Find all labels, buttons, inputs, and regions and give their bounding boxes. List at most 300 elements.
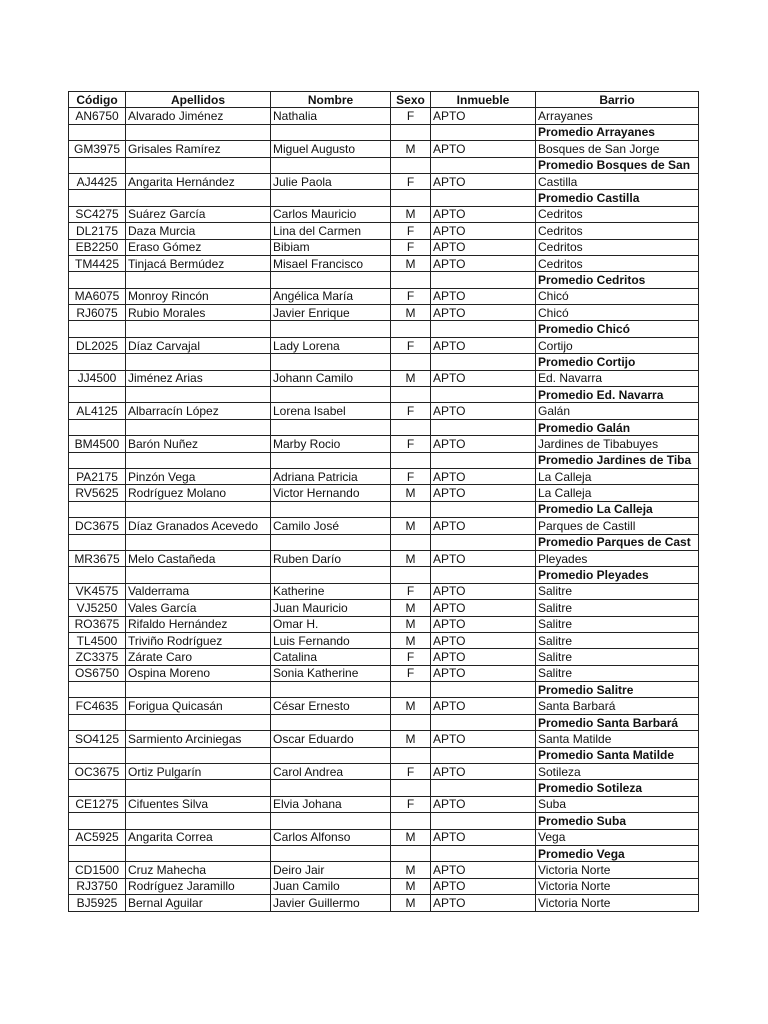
cell-sexo[interactable] [391,452,431,468]
cell-sexo[interactable] [391,419,431,435]
cell-barrio[interactable]: Salitre [536,649,699,665]
cell-apellidos[interactable]: Eraso Gómez [126,239,271,255]
cell-nombre[interactable]: Bibiam [271,239,391,255]
cell-apellidos[interactable]: Albarracín López [126,403,271,419]
cell-inmueble[interactable]: APTO [431,616,536,632]
cell-codigo[interactable] [69,501,126,517]
cell-nombre[interactable]: Elvia Johana [271,796,391,812]
cell-codigo[interactable]: OC3675 [69,764,126,780]
cell-barrio[interactable]: Salitre [536,600,699,616]
cell-sexo[interactable]: M [391,370,431,386]
cell-inmueble[interactable]: APTO [431,108,536,124]
cell-barrio[interactable]: Cedritos [536,255,699,271]
cell-apellidos[interactable] [126,354,271,370]
cell-codigo[interactable]: BM4500 [69,436,126,452]
cell-sexo[interactable]: F [391,108,431,124]
cell-barrio[interactable]: Salitre [536,665,699,681]
cell-barrio[interactable]: Promedio Suba [536,813,699,829]
cell-apellidos[interactable] [126,567,271,583]
cell-nombre[interactable]: Luis Fernando [271,632,391,648]
cell-nombre[interactable]: Juan Mauricio [271,600,391,616]
cell-sexo[interactable] [391,845,431,861]
cell-barrio[interactable]: Promedio La Calleja [536,501,699,517]
cell-apellidos[interactable]: Rubio Morales [126,305,271,321]
cell-barrio[interactable]: Parques de Castill [536,518,699,534]
cell-inmueble[interactable]: APTO [431,764,536,780]
cell-codigo[interactable]: SC4275 [69,206,126,222]
cell-apellidos[interactable]: Díaz Granados Acevedo [126,518,271,534]
cell-sexo[interactable] [391,387,431,403]
cell-sexo[interactable] [391,534,431,550]
cell-apellidos[interactable]: Daza Murcia [126,223,271,239]
cell-sexo[interactable]: M [391,878,431,894]
cell-barrio[interactable]: Chicó [536,305,699,321]
cell-sexo[interactable]: F [391,239,431,255]
cell-codigo[interactable]: EB2250 [69,239,126,255]
cell-apellidos[interactable]: Vales García [126,600,271,616]
cell-apellidos[interactable]: Forigua Quicasán [126,698,271,714]
cell-codigo[interactable]: RJ3750 [69,878,126,894]
cell-barrio[interactable]: Bosques de San Jorge [536,141,699,157]
cell-codigo[interactable]: AJ4425 [69,173,126,189]
cell-codigo[interactable]: RJ6075 [69,305,126,321]
cell-sexo[interactable]: F [391,665,431,681]
cell-apellidos[interactable]: Tinjacá Bermúdez [126,255,271,271]
cell-apellidos[interactable]: Angarita Hernández [126,173,271,189]
cell-barrio[interactable]: Cortijo [536,337,699,353]
cell-sexo[interactable]: F [391,337,431,353]
cell-nombre[interactable] [271,452,391,468]
cell-barrio[interactable]: Promedio Cortijo [536,354,699,370]
cell-apellidos[interactable]: Angarita Correa [126,829,271,845]
cell-barrio[interactable]: Promedio Santa Barbará [536,714,699,730]
cell-codigo[interactable]: DL2025 [69,337,126,353]
header-inmueble[interactable]: Inmueble [431,92,536,108]
cell-nombre[interactable] [271,321,391,337]
cell-codigo[interactable]: AL4125 [69,403,126,419]
cell-barrio[interactable]: Vega [536,829,699,845]
cell-apellidos[interactable]: Valderrama [126,583,271,599]
cell-codigo[interactable]: RV5625 [69,485,126,501]
cell-nombre[interactable]: Lady Lorena [271,337,391,353]
cell-nombre[interactable] [271,190,391,206]
cell-sexo[interactable]: F [391,764,431,780]
cell-sexo[interactable] [391,567,431,583]
cell-inmueble[interactable] [431,682,536,698]
cell-inmueble[interactable]: APTO [431,583,536,599]
cell-barrio[interactable]: Suba [536,796,699,812]
cell-sexo[interactable] [391,501,431,517]
cell-codigo[interactable] [69,157,126,173]
cell-inmueble[interactable] [431,567,536,583]
cell-nombre[interactable]: Adriana Patricia [271,468,391,484]
cell-inmueble[interactable] [431,780,536,796]
cell-sexo[interactable]: M [391,731,431,747]
cell-codigo[interactable] [69,387,126,403]
cell-barrio[interactable]: Galán [536,403,699,419]
cell-inmueble[interactable]: APTO [431,518,536,534]
cell-sexo[interactable]: M [391,485,431,501]
cell-nombre[interactable]: Misael Francisco [271,255,391,271]
cell-codigo[interactable]: TM4425 [69,255,126,271]
cell-codigo[interactable]: AC5925 [69,829,126,845]
cell-barrio[interactable]: Chicó [536,288,699,304]
cell-nombre[interactable] [271,747,391,763]
cell-barrio[interactable]: Promedio Chicó [536,321,699,337]
cell-sexo[interactable]: F [391,468,431,484]
cell-codigo[interactable] [69,452,126,468]
cell-codigo[interactable] [69,534,126,550]
cell-barrio[interactable]: Promedio Castilla [536,190,699,206]
cell-inmueble[interactable] [431,190,536,206]
cell-sexo[interactable]: F [391,223,431,239]
cell-nombre[interactable]: Deiro Jair [271,862,391,878]
cell-inmueble[interactable]: APTO [431,206,536,222]
cell-apellidos[interactable]: Rodríguez Jaramillo [126,878,271,894]
cell-apellidos[interactable] [126,747,271,763]
cell-apellidos[interactable] [126,845,271,861]
cell-apellidos[interactable]: Sarmiento Arciniegas [126,731,271,747]
cell-inmueble[interactable] [431,714,536,730]
cell-codigo[interactable]: MR3675 [69,550,126,566]
cell-codigo[interactable]: OS6750 [69,665,126,681]
cell-inmueble[interactable]: APTO [431,141,536,157]
cell-inmueble[interactable]: APTO [431,305,536,321]
cell-barrio[interactable]: Victoria Norte [536,878,699,894]
cell-sexo[interactable]: M [391,518,431,534]
cell-sexo[interactable]: M [391,141,431,157]
cell-sexo[interactable] [391,813,431,829]
cell-nombre[interactable] [271,124,391,140]
cell-sexo[interactable] [391,780,431,796]
cell-apellidos[interactable]: Zárate Caro [126,649,271,665]
cell-sexo[interactable]: F [391,403,431,419]
cell-barrio[interactable]: Pleyades [536,550,699,566]
cell-inmueble[interactable]: APTO [431,173,536,189]
cell-inmueble[interactable]: APTO [431,255,536,271]
cell-apellidos[interactable] [126,387,271,403]
cell-inmueble[interactable]: APTO [431,895,536,911]
cell-apellidos[interactable]: Rodríguez Molano [126,485,271,501]
cell-codigo[interactable] [69,272,126,288]
cell-apellidos[interactable]: Alvarado Jiménez [126,108,271,124]
cell-inmueble[interactable] [431,747,536,763]
cell-apellidos[interactable]: Cifuentes Silva [126,796,271,812]
cell-barrio[interactable]: Promedio Salitre [536,682,699,698]
cell-codigo[interactable]: RO3675 [69,616,126,632]
header-sexo[interactable]: Sexo [391,92,431,108]
cell-barrio[interactable]: Santa Matilde [536,731,699,747]
cell-apellidos[interactable] [126,682,271,698]
cell-nombre[interactable]: Victor Hernando [271,485,391,501]
cell-nombre[interactable]: Katherine [271,583,391,599]
cell-inmueble[interactable]: APTO [431,600,536,616]
cell-inmueble[interactable]: APTO [431,731,536,747]
cell-apellidos[interactable]: Grisales Ramírez [126,141,271,157]
cell-inmueble[interactable]: APTO [431,239,536,255]
cell-apellidos[interactable]: Ospina Moreno [126,665,271,681]
cell-nombre[interactable]: Lina del Carmen [271,223,391,239]
cell-codigo[interactable]: VK4575 [69,583,126,599]
cell-codigo[interactable] [69,567,126,583]
cell-barrio[interactable]: Sotileza [536,764,699,780]
cell-inmueble[interactable]: APTO [431,223,536,239]
cell-apellidos[interactable]: Suárez García [126,206,271,222]
cell-codigo[interactable] [69,190,126,206]
cell-barrio[interactable]: Santa Barbará [536,698,699,714]
cell-inmueble[interactable] [431,452,536,468]
cell-sexo[interactable]: F [391,796,431,812]
cell-sexo[interactable]: M [391,698,431,714]
cell-inmueble[interactable] [431,534,536,550]
cell-sexo[interactable]: F [391,583,431,599]
cell-barrio[interactable]: Promedio Ed. Navarra [536,387,699,403]
cell-nombre[interactable]: Javier Guillermo [271,895,391,911]
cell-apellidos[interactable] [126,780,271,796]
cell-nombre[interactable]: Johann Camilo [271,370,391,386]
cell-barrio[interactable]: Promedio Bosques de San [536,157,699,173]
cell-codigo[interactable] [69,321,126,337]
cell-sexo[interactable]: M [391,829,431,845]
cell-apellidos[interactable] [126,714,271,730]
cell-inmueble[interactable]: APTO [431,370,536,386]
cell-nombre[interactable]: Nathalia [271,108,391,124]
cell-nombre[interactable] [271,534,391,550]
cell-codigo[interactable] [69,845,126,861]
cell-barrio[interactable]: Cedritos [536,223,699,239]
cell-sexo[interactable] [391,682,431,698]
cell-codigo[interactable] [69,354,126,370]
cell-codigo[interactable] [69,747,126,763]
cell-sexo[interactable]: M [391,895,431,911]
cell-barrio[interactable]: Promedio Parques de Cast [536,534,699,550]
cell-nombre[interactable] [271,157,391,173]
header-apellidos[interactable]: Apellidos [126,92,271,108]
cell-barrio[interactable]: Promedio Santa Matilde [536,747,699,763]
cell-inmueble[interactable]: APTO [431,796,536,812]
cell-inmueble[interactable]: APTO [431,436,536,452]
cell-nombre[interactable]: Camilo José [271,518,391,534]
cell-barrio[interactable]: Salitre [536,632,699,648]
cell-codigo[interactable] [69,124,126,140]
cell-sexo[interactable]: M [391,305,431,321]
cell-codigo[interactable]: VJ5250 [69,600,126,616]
cell-codigo[interactable]: DC3675 [69,518,126,534]
cell-barrio[interactable]: Promedio Pleyades [536,567,699,583]
cell-sexo[interactable]: M [391,632,431,648]
cell-nombre[interactable]: Lorena Isabel [271,403,391,419]
cell-barrio[interactable]: Promedio Jardines de Tiba [536,452,699,468]
cell-inmueble[interactable]: APTO [431,468,536,484]
cell-codigo[interactable] [69,682,126,698]
cell-codigo[interactable]: AN6750 [69,108,126,124]
cell-apellidos[interactable] [126,190,271,206]
cell-sexo[interactable] [391,747,431,763]
cell-codigo[interactable]: DL2175 [69,223,126,239]
cell-apellidos[interactable]: Ortiz Pulgarín [126,764,271,780]
cell-nombre[interactable] [271,813,391,829]
cell-codigo[interactable]: TL4500 [69,632,126,648]
cell-nombre[interactable]: Catalina [271,649,391,665]
cell-sexo[interactable]: M [391,862,431,878]
cell-apellidos[interactable] [126,272,271,288]
cell-sexo[interactable]: M [391,600,431,616]
cell-inmueble[interactable]: APTO [431,337,536,353]
cell-inmueble[interactable]: APTO [431,632,536,648]
cell-barrio[interactable]: Jardines de Tibabuyes [536,436,699,452]
cell-apellidos[interactable]: Barón Nuñez [126,436,271,452]
header-codigo[interactable]: Código [69,92,126,108]
cell-nombre[interactable]: Oscar Eduardo [271,731,391,747]
cell-codigo[interactable]: CD1500 [69,862,126,878]
cell-apellidos[interactable]: Bernal Aguilar [126,895,271,911]
cell-sexo[interactable]: F [391,649,431,665]
cell-barrio[interactable]: La Calleja [536,485,699,501]
cell-nombre[interactable]: Marby Rocio [271,436,391,452]
cell-codigo[interactable]: SO4125 [69,731,126,747]
cell-sexo[interactable]: F [391,436,431,452]
cell-barrio[interactable]: La Calleja [536,468,699,484]
cell-codigo[interactable] [69,813,126,829]
cell-barrio[interactable]: Cedritos [536,206,699,222]
cell-inmueble[interactable] [431,387,536,403]
cell-nombre[interactable]: Angélica María [271,288,391,304]
cell-inmueble[interactable]: APTO [431,550,536,566]
cell-apellidos[interactable] [126,452,271,468]
cell-nombre[interactable]: Julie Paola [271,173,391,189]
cell-nombre[interactable]: Ruben Darío [271,550,391,566]
cell-apellidos[interactable] [126,157,271,173]
cell-sexo[interactable] [391,354,431,370]
cell-barrio[interactable]: Ed. Navarra [536,370,699,386]
cell-barrio[interactable]: Salitre [536,583,699,599]
cell-sexo[interactable] [391,321,431,337]
cell-nombre[interactable] [271,845,391,861]
cell-codigo[interactable]: PA2175 [69,468,126,484]
cell-nombre[interactable]: Carlos Mauricio [271,206,391,222]
cell-apellidos[interactable]: Jiménez Arias [126,370,271,386]
cell-nombre[interactable]: Carlos Alfonso [271,829,391,845]
cell-codigo[interactable] [69,780,126,796]
cell-barrio[interactable]: Promedio Vega [536,845,699,861]
cell-nombre[interactable]: Miguel Augusto [271,141,391,157]
cell-barrio[interactable]: Victoria Norte [536,895,699,911]
cell-apellidos[interactable] [126,501,271,517]
cell-codigo[interactable]: GM3975 [69,141,126,157]
cell-inmueble[interactable] [431,813,536,829]
cell-barrio[interactable]: Salitre [536,616,699,632]
cell-inmueble[interactable]: APTO [431,485,536,501]
cell-inmueble[interactable] [431,124,536,140]
cell-nombre[interactable] [271,714,391,730]
cell-apellidos[interactable] [126,813,271,829]
cell-nombre[interactable]: Omar H. [271,616,391,632]
cell-barrio[interactable]: Promedio Cedritos [536,272,699,288]
cell-inmueble[interactable]: APTO [431,878,536,894]
cell-sexo[interactable]: F [391,288,431,304]
cell-inmueble[interactable] [431,321,536,337]
cell-nombre[interactable]: Carol Andrea [271,764,391,780]
cell-sexo[interactable]: M [391,550,431,566]
cell-inmueble[interactable] [431,157,536,173]
cell-nombre[interactable]: Juan Camilo [271,878,391,894]
cell-inmueble[interactable] [431,354,536,370]
cell-inmueble[interactable] [431,845,536,861]
cell-inmueble[interactable]: APTO [431,649,536,665]
cell-inmueble[interactable]: APTO [431,829,536,845]
cell-inmueble[interactable]: APTO [431,665,536,681]
cell-barrio[interactable]: Promedio Galán [536,419,699,435]
cell-nombre[interactable] [271,501,391,517]
cell-inmueble[interactable] [431,419,536,435]
cell-barrio[interactable]: Arrayanes [536,108,699,124]
cell-apellidos[interactable]: Melo Castañeda [126,550,271,566]
cell-apellidos[interactable]: Triviño Rodríguez [126,632,271,648]
cell-sexo[interactable] [391,714,431,730]
cell-inmueble[interactable]: APTO [431,698,536,714]
cell-barrio[interactable]: Promedio Sotileza [536,780,699,796]
cell-sexo[interactable]: M [391,616,431,632]
cell-nombre[interactable] [271,567,391,583]
cell-codigo[interactable]: ZC3375 [69,649,126,665]
cell-apellidos[interactable] [126,321,271,337]
cell-nombre[interactable] [271,272,391,288]
cell-nombre[interactable] [271,682,391,698]
cell-apellidos[interactable] [126,534,271,550]
cell-codigo[interactable]: MA6075 [69,288,126,304]
cell-barrio[interactable]: Promedio Arrayanes [536,124,699,140]
cell-sexo[interactable]: M [391,255,431,271]
cell-inmueble[interactable]: APTO [431,403,536,419]
cell-sexo[interactable] [391,157,431,173]
cell-apellidos[interactable] [126,419,271,435]
cell-codigo[interactable] [69,714,126,730]
cell-codigo[interactable] [69,419,126,435]
cell-codigo[interactable]: FC4635 [69,698,126,714]
cell-sexo[interactable]: M [391,206,431,222]
cell-sexo[interactable]: F [391,173,431,189]
cell-sexo[interactable] [391,272,431,288]
cell-apellidos[interactable]: Díaz Carvajal [126,337,271,353]
cell-nombre[interactable] [271,354,391,370]
cell-barrio[interactable]: Cedritos [536,239,699,255]
cell-apellidos[interactable] [126,124,271,140]
cell-nombre[interactable] [271,387,391,403]
cell-apellidos[interactable]: Pinzón Vega [126,468,271,484]
header-nombre[interactable]: Nombre [271,92,391,108]
cell-nombre[interactable]: César Ernesto [271,698,391,714]
cell-nombre[interactable] [271,780,391,796]
cell-sexo[interactable] [391,124,431,140]
cell-apellidos[interactable]: Monroy Rincón [126,288,271,304]
cell-sexo[interactable] [391,190,431,206]
cell-codigo[interactable]: CE1275 [69,796,126,812]
cell-inmueble[interactable] [431,272,536,288]
cell-barrio[interactable]: Victoria Norte [536,862,699,878]
cell-inmueble[interactable]: APTO [431,862,536,878]
cell-codigo[interactable]: BJ5925 [69,895,126,911]
cell-nombre[interactable]: Javier Enrique [271,305,391,321]
cell-apellidos[interactable]: Rifaldo Hernández [126,616,271,632]
cell-codigo[interactable]: JJ4500 [69,370,126,386]
cell-nombre[interactable]: Sonia Katherine [271,665,391,681]
header-barrio[interactable]: Barrio [536,92,699,108]
cell-inmueble[interactable]: APTO [431,288,536,304]
cell-inmueble[interactable] [431,501,536,517]
cell-nombre[interactable] [271,419,391,435]
cell-barrio[interactable]: Castilla [536,173,699,189]
cell-apellidos[interactable]: Cruz Mahecha [126,862,271,878]
